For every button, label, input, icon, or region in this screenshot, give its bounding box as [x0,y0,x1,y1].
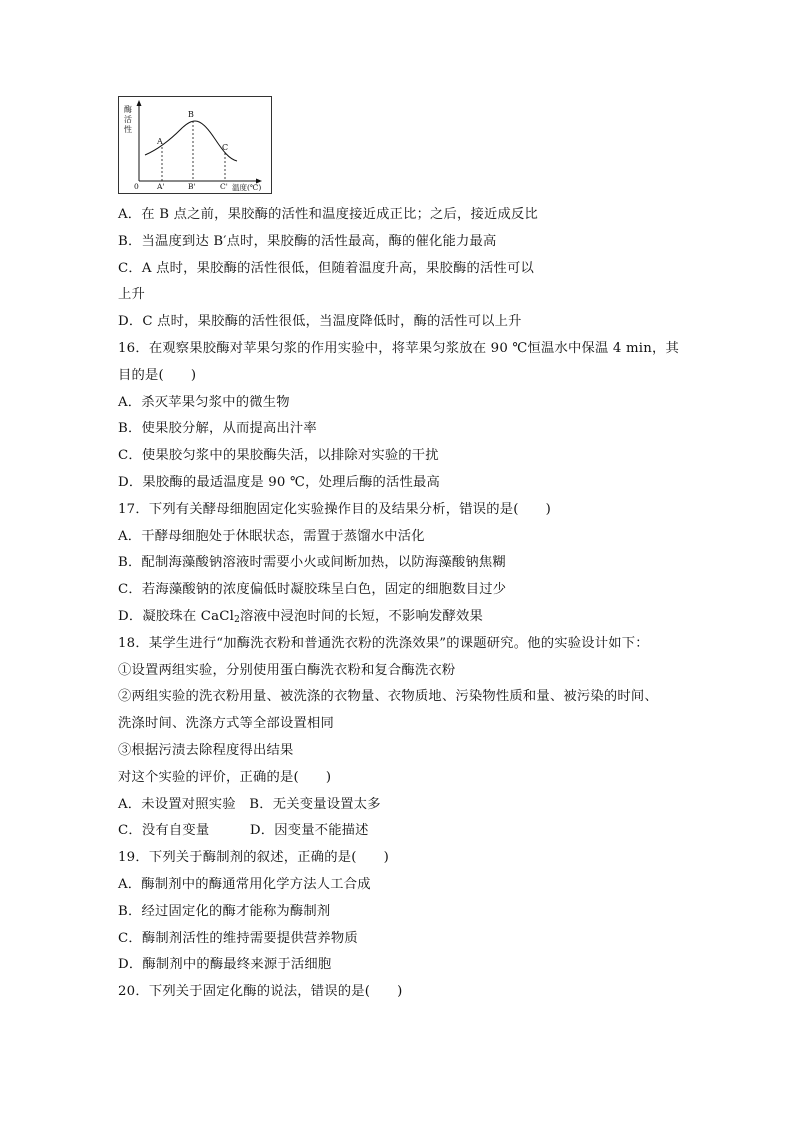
question-text [118,202,678,1006]
q19-option-b: B．经过固定化的酶才能称为酶制剂 [118,903,331,919]
q18-step1: ①设置两组实验，分别使用蛋白酶洗衣粉和复合酶洗衣粉 [118,662,456,678]
q19-option-c: C．酶制剂活性的维持需要提供营养物质 [118,930,358,946]
q19-option-d: D．酶制剂中的酶最终来源于活细胞 [118,957,332,973]
y-axis-arrow [137,100,142,106]
q18-step3: ③根据污渍去除程度得出结果 [118,742,294,758]
q16-stem-line1: 16．在观察果胶酶对苹果匀浆的作用实验中，将苹果匀浆放在 90 ℃恒温水中保温 4 min，其 [118,340,679,356]
x-axis-label: 温度(℃) [232,183,262,192]
q18-question: 对这个实验的评价，正确的是( ) [118,769,332,785]
q20-stem: 20．下列关于固定化酶的说法，错误的是( ) [118,984,403,1000]
q18-options-cd: C．没有自变量 D．因变量不能描述 [118,823,369,839]
tick-a-label: A' [157,182,165,191]
q16-option-d: D．果胶酶的最适温度是 90 ℃，处理后酶的活性最高 [118,474,441,490]
point-a-label: A [157,137,163,146]
q15-option-c-line1: C．A 点时，果胶酶的活性很低，但随着温度升高，果胶酶的活性可以 [118,260,535,276]
q18-step2-line2: 洗涤时间、洗涤方式等全部设置相同 [118,716,334,732]
q16-option-c: C．使果胶匀浆中的果胶酶失活，以排除对实验的干扰 [118,448,439,464]
y-axis-label-1: 酶 [124,105,132,114]
q15-option-b: B．当温度到达 B′点时，果胶酶的活性最高，酶的催化能力最高 [118,233,497,249]
q17-option-b: B．配制海藻酸钠溶液时需要小火或间断加热，以防海藻酸钠焦糊 [118,555,506,571]
q18-stem: 18．某学生进行“加酶洗衣粉和普通洗衣粉的洗涤效果”的课题研究。他的实验设计如下： [118,635,649,651]
q18-options-ab: A．未设置对照实验 B．无关变量设置太多 [118,796,381,812]
q18-step2-line1: ②两组实验的洗衣粉用量、被洗涤的衣物量、衣物质地、污染物性质和量、被污染的时间、 [118,689,658,705]
tick-c-label: C' [220,182,228,191]
point-b-label: B [188,110,194,119]
q16-stem-line2: 目的是( ) [118,367,197,383]
q16-option-a: A．杀灭苹果匀浆中的微生物 [118,394,290,410]
q17-option-c: C．若海藻酸钠的浓度偏低时凝胶珠呈白色，固定的细胞数目过少 [118,582,507,598]
q17-option-a: A．干酵母细胞处于休眠状态，需置于蒸馏水中活化 [118,528,425,544]
q17-option-d-subscript: 2 [234,614,241,625]
q19-stem: 19．下列关于酶制剂的叙述，正确的是( ) [118,850,390,866]
enzyme-activity-figure [118,96,272,194]
q17-stem: 17．下列有关酵母细胞固定化实验操作目的及结果分析，错误的是( ) [118,501,552,517]
q16-option-b: B．使果胶分解，从而提高出汁率 [118,421,317,437]
tick-b-label: B' [188,182,196,191]
q17-option-d [118,604,678,631]
enzyme-activity-curve-chart [119,97,271,193]
point-c-label: C [222,143,229,152]
origin-label: 0 [134,182,139,191]
y-axis-label-2: 活 [124,115,132,124]
q15-option-a: A．在 B 点之前，果胶酶的活性和温度接近成正比；之后，接近成反比 [118,207,539,222]
q19-option-a: A．酶制剂中的酶通常用化学方法人工合成 [118,876,371,892]
y-axis-label-3: 性 [124,125,132,134]
q15-option-c-line2: 上升 [118,287,145,303]
q17-option-d-pre: D．凝胶珠在 CaCl [118,608,235,624]
q17-option-d-post: 溶液中浸泡时间的长短，不影响发酵效果 [240,608,483,624]
q15-option-d: D．C 点时，果胶酶的活性很低，当温度降低时，酶的活性可以上升 [118,314,522,330]
